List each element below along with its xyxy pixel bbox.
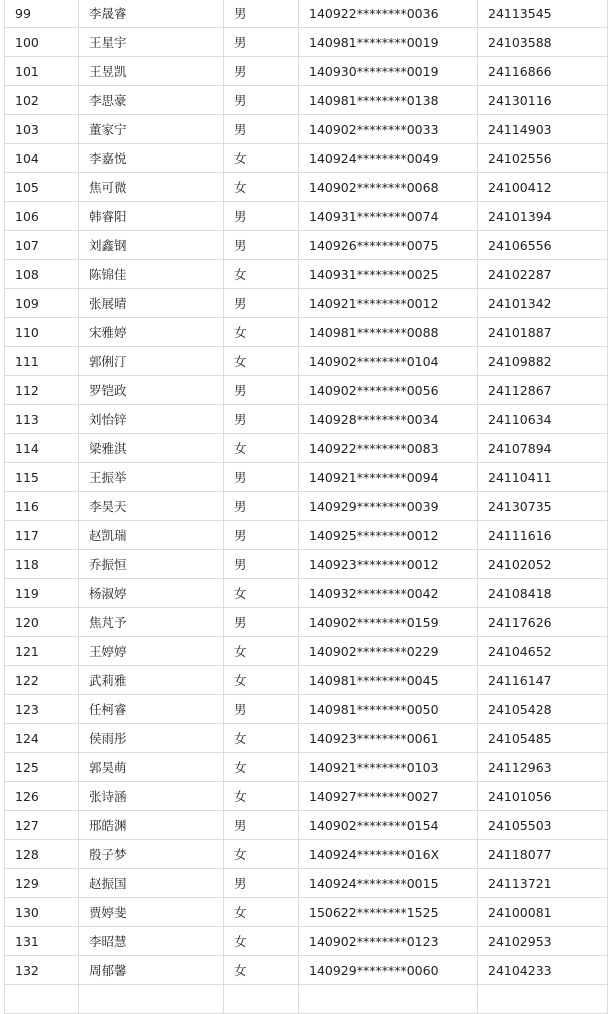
student-number-cell: 24102052 (478, 550, 608, 579)
id-number-cell: 140981********0050 (299, 695, 478, 724)
student-number-cell: 24116866 (478, 57, 608, 86)
gender-cell: 男 (224, 86, 299, 115)
table-row (5, 115, 608, 144)
student-name-cell: 李昊天 (79, 492, 224, 521)
student-name-cell: 邢皓渊 (79, 811, 224, 840)
id-number-cell: 150622********1525 (299, 898, 478, 927)
row-number-cell: 114 (5, 434, 79, 463)
table-row (5, 347, 608, 376)
id-number-cell: 140902********0154 (299, 811, 478, 840)
gender-cell: 女 (224, 753, 299, 782)
student-name-cell: 赵振国 (79, 869, 224, 898)
student-number-cell: 24112867 (478, 376, 608, 405)
gender-cell: 男 (224, 869, 299, 898)
row-number-cell: 127 (5, 811, 79, 840)
id-number-cell: 140902********0159 (299, 608, 478, 637)
row-number-cell: 122 (5, 666, 79, 695)
table-row (5, 405, 608, 434)
row-number-cell: 107 (5, 231, 79, 260)
gender-cell: 女 (224, 347, 299, 376)
id-number-cell: 140921********0012 (299, 289, 478, 318)
student-table-container (4, 0, 608, 1014)
row-number-cell: 131 (5, 927, 79, 956)
row-number-cell: 117 (5, 521, 79, 550)
table-row (5, 898, 608, 927)
student-number-cell: 24101887 (478, 318, 608, 347)
student-name-cell: 侯雨彤 (79, 724, 224, 753)
student-number-cell: 24105485 (478, 724, 608, 753)
student-name-cell: 董家宁 (79, 115, 224, 144)
student-number-cell: 24102953 (478, 927, 608, 956)
student-number-cell: 24103588 (478, 28, 608, 57)
id-number-cell: 140929********0039 (299, 492, 478, 521)
table-row (5, 318, 608, 347)
gender-cell: 女 (224, 173, 299, 202)
table-row (5, 492, 608, 521)
student-name-cell: 王星宇 (79, 28, 224, 57)
gender-cell: 女 (224, 434, 299, 463)
id-number-cell: 140981********0045 (299, 666, 478, 695)
student-number-cell: 24117626 (478, 608, 608, 637)
table-row (5, 289, 608, 318)
table-row (5, 869, 608, 898)
id-number-cell: 140981********0019 (299, 28, 478, 57)
row-number-cell: 106 (5, 202, 79, 231)
student-name-cell: 郭俐汀 (79, 347, 224, 376)
row-number-cell: 128 (5, 840, 79, 869)
student-name-cell: 郭昊萌 (79, 753, 224, 782)
student-name-cell: 贾婷斐 (79, 898, 224, 927)
row-number-cell: 129 (5, 869, 79, 898)
table-row (5, 144, 608, 173)
id-number-cell: 140931********0025 (299, 260, 478, 289)
row-number-cell: 104 (5, 144, 79, 173)
gender-cell: 男 (224, 695, 299, 724)
row-number-cell: 103 (5, 115, 79, 144)
student-number-cell: 24101056 (478, 782, 608, 811)
table-row (5, 231, 608, 260)
student-number-cell: 24110634 (478, 405, 608, 434)
student-name-cell: 罗铠政 (79, 376, 224, 405)
student-number-cell: 24101342 (478, 289, 608, 318)
gender-cell: 男 (224, 492, 299, 521)
id-number-cell: 140981********0138 (299, 86, 478, 115)
table-row (5, 782, 608, 811)
id-number-cell: 140923********0061 (299, 724, 478, 753)
student-name-cell: 李昭慧 (79, 927, 224, 956)
row-number-cell: 132 (5, 956, 79, 985)
id-number-cell: 140902********0033 (299, 115, 478, 144)
gender-cell: 男 (224, 405, 299, 434)
student-name-cell: 张展晴 (79, 289, 224, 318)
id-number-cell: 140928********0034 (299, 405, 478, 434)
table-row (5, 521, 608, 550)
gender-cell: 女 (224, 956, 299, 985)
gender-cell: 男 (224, 608, 299, 637)
gender-cell: 男 (224, 289, 299, 318)
row-number-cell: 126 (5, 782, 79, 811)
student-name-cell: 张诗涵 (79, 782, 224, 811)
row-number-cell: 112 (5, 376, 79, 405)
row-number-cell: 119 (5, 579, 79, 608)
gender-cell: 女 (224, 666, 299, 695)
student-number-cell: 24108418 (478, 579, 608, 608)
id-number-cell: 140926********0075 (299, 231, 478, 260)
student-name-cell: 武莉雅 (79, 666, 224, 695)
student-name-cell: 乔振恒 (79, 550, 224, 579)
id-number-cell: 140932********0042 (299, 579, 478, 608)
gender-cell: 男 (224, 811, 299, 840)
student-number-cell: 24100081 (478, 898, 608, 927)
student-number-cell: 24107894 (478, 434, 608, 463)
student-number-cell: 24105503 (478, 811, 608, 840)
table-row (5, 637, 608, 666)
row-number-cell: 101 (5, 57, 79, 86)
table-row (5, 260, 608, 289)
table-body (5, 0, 608, 1014)
row-number-cell: 113 (5, 405, 79, 434)
id-number-cell: 140924********0015 (299, 869, 478, 898)
row-number-cell: 116 (5, 492, 79, 521)
student-name-cell: 王振举 (79, 463, 224, 492)
student-number-cell: 24101394 (478, 202, 608, 231)
row-number-cell: 130 (5, 898, 79, 927)
id-number-cell: 140927********0027 (299, 782, 478, 811)
gender-cell: 女 (224, 144, 299, 173)
gender-cell: 男 (224, 521, 299, 550)
row-number-cell: 123 (5, 695, 79, 724)
id-number-cell: 140922********0036 (299, 0, 478, 28)
student-name-cell: 梁雅淇 (79, 434, 224, 463)
gender-cell: 女 (224, 637, 299, 666)
student-name-cell: 殷子梦 (79, 840, 224, 869)
row-number-cell: 111 (5, 347, 79, 376)
table-row (5, 695, 608, 724)
id-number-cell: 140930********0019 (299, 57, 478, 86)
gender-cell: 男 (224, 202, 299, 231)
student-name-cell: 李嘉悦 (79, 144, 224, 173)
gender-cell: 男 (224, 463, 299, 492)
student-number-cell: 24112963 (478, 753, 608, 782)
student-name-cell: 陈锦佳 (79, 260, 224, 289)
gender-cell: 男 (224, 115, 299, 144)
gender-cell: 男 (224, 28, 299, 57)
row-number-cell: 99 (5, 0, 79, 28)
id-number-cell: 140902********0123 (299, 927, 478, 956)
id-number-cell: 140921********0103 (299, 753, 478, 782)
table-row (5, 202, 608, 231)
table-row (5, 173, 608, 202)
row-number-cell: 100 (5, 28, 79, 57)
student-table (4, 0, 608, 1014)
student-name-cell: 李晟睿 (79, 0, 224, 28)
student-number-cell: 24113545 (478, 0, 608, 28)
table-row (5, 956, 608, 985)
student-number-cell: 24105428 (478, 695, 608, 724)
gender-cell: 男 (224, 550, 299, 579)
gender-cell: 女 (224, 782, 299, 811)
student-name-cell: 焦芃予 (79, 608, 224, 637)
gender-cell: 女 (224, 840, 299, 869)
student-name-cell: 宋雅婷 (79, 318, 224, 347)
gender-cell: 女 (224, 260, 299, 289)
row-number-cell: 105 (5, 173, 79, 202)
table-row (5, 463, 608, 492)
id-number-cell: 140931********0074 (299, 202, 478, 231)
student-name-cell: 任柯睿 (79, 695, 224, 724)
student-number-cell: 24113721 (478, 869, 608, 898)
gender-cell: 男 (224, 0, 299, 28)
student-name-cell: 王婷婷 (79, 637, 224, 666)
student-number-cell: 24110411 (478, 463, 608, 492)
student-number-cell: 24130116 (478, 86, 608, 115)
table-row (5, 753, 608, 782)
id-number-cell: 140902********0229 (299, 637, 478, 666)
row-number-cell: 115 (5, 463, 79, 492)
student-number-cell: 24114903 (478, 115, 608, 144)
student-name-cell: 刘鑫钢 (79, 231, 224, 260)
student-number-cell: 24100412 (478, 173, 608, 202)
table-row (5, 86, 608, 115)
student-number-cell: 24109882 (478, 347, 608, 376)
gender-cell: 男 (224, 57, 299, 86)
student-number-cell: 24104233 (478, 956, 608, 985)
table-row (5, 550, 608, 579)
student-name-cell: 赵凯瑞 (79, 521, 224, 550)
table-row (5, 0, 608, 28)
student-number-cell: 24102556 (478, 144, 608, 173)
student-number-cell: 24106556 (478, 231, 608, 260)
id-number-cell: 140902********0068 (299, 173, 478, 202)
row-number-cell: 102 (5, 86, 79, 115)
table-row (5, 57, 608, 86)
gender-cell: 女 (224, 927, 299, 956)
gender-cell: 男 (224, 231, 299, 260)
student-name-cell: 杨淑婷 (79, 579, 224, 608)
row-number-cell: 118 (5, 550, 79, 579)
row-number-cell: 108 (5, 260, 79, 289)
table-row (5, 376, 608, 405)
table-row (5, 811, 608, 840)
table-row (5, 28, 608, 57)
gender-cell: 女 (224, 898, 299, 927)
row-number-cell: 109 (5, 289, 79, 318)
id-number-cell: 140923********0012 (299, 550, 478, 579)
student-number-cell: 24116147 (478, 666, 608, 695)
gender-cell: 女 (224, 318, 299, 347)
table-row (5, 608, 608, 637)
id-number-cell: 140902********0056 (299, 376, 478, 405)
gender-cell: 女 (224, 579, 299, 608)
id-number-cell: 140924********016X (299, 840, 478, 869)
row-number-cell: 120 (5, 608, 79, 637)
gender-cell: 男 (224, 376, 299, 405)
row-number-cell: 121 (5, 637, 79, 666)
id-number-cell: 140929********0060 (299, 956, 478, 985)
table-row (5, 840, 608, 869)
student-number-cell: 24104652 (478, 637, 608, 666)
student-name-cell: 周郁馨 (79, 956, 224, 985)
table-row (5, 434, 608, 463)
id-number-cell: 140922********0083 (299, 434, 478, 463)
id-number-cell: 140902********0104 (299, 347, 478, 376)
row-number-cell: 125 (5, 753, 79, 782)
id-number-cell: 140925********0012 (299, 521, 478, 550)
student-name-cell: 韩睿阳 (79, 202, 224, 231)
gender-cell: 女 (224, 724, 299, 753)
row-number-cell: 124 (5, 724, 79, 753)
student-name-cell: 李思豪 (79, 86, 224, 115)
id-number-cell: 140924********0049 (299, 144, 478, 173)
student-number-cell: 24111616 (478, 521, 608, 550)
student-name-cell: 王昱凯 (79, 57, 224, 86)
table-row (5, 666, 608, 695)
student-number-cell: 24102287 (478, 260, 608, 289)
student-name-cell: 焦可微 (79, 173, 224, 202)
student-number-cell: 24118077 (478, 840, 608, 869)
student-number-cell: 24130735 (478, 492, 608, 521)
table-row (5, 724, 608, 753)
table-row (5, 579, 608, 608)
table-row (5, 927, 608, 956)
row-number-cell: 110 (5, 318, 79, 347)
id-number-cell: 140921********0094 (299, 463, 478, 492)
id-number-cell: 140981********0088 (299, 318, 478, 347)
student-name-cell: 刘怡锌 (79, 405, 224, 434)
